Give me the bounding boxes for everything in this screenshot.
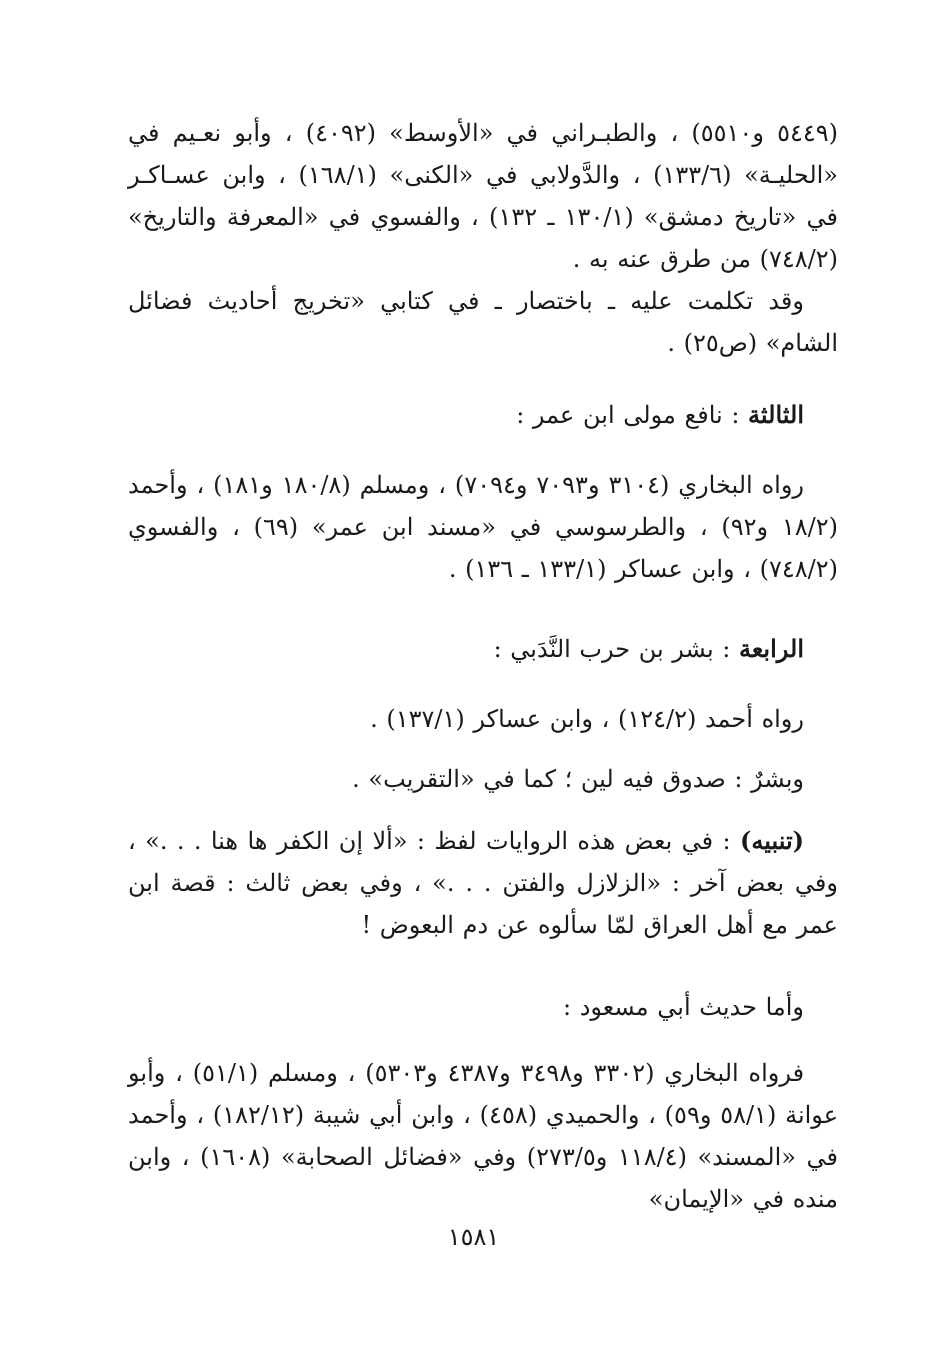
paragraph-narrator-grade: وبشرٌ : صدوق فيه لين ؛ كما في «التقريب» . (352, 765, 804, 793)
paragraph-third-heading (128, 394, 838, 436)
heading-third-text: : نافع مولى ابن عمر : (516, 401, 749, 429)
heading-fourth-text: : بشر بن حرب النَّدَبي : (493, 635, 739, 663)
paragraph-third-sources: رواه البخاري (٣١٠٤ و٧٠٩٣ و٧٠٩٤) ، ومسلم (١٨٠/٨ و١٨١) ، وأحمد (١٨/٢ و٩٢) ، والطرسوسي في «مسند ابن عمر» (٦٩) ، والفسوي (٧٤٨/٢) ، وابن عساكر (١٣٣/١ ـ ١٣٦) . (128, 471, 838, 583)
paragraph-fourth-sources: رواه أحمد (١٢٤/٢) ، وابن عساكر (١٣٧/١) . (370, 705, 804, 733)
paragraph-sources-intro: (٥٤٤٩ و٥٥١٠) ، والطبـراني في «الأوسط» (٤٠٩٢) ، وأبو نعـيم في «الحليـة» (١٣٣/٦) ، والدَّولابي في «الكنى» (١٦٨/١) ، وابن عسـاكـر في «تاريخ دمشق» (١٣٠/١ ـ ١٣٢) ، والفسوي في «المعرفة والتاريخ» (٧٤٨/٢) من طرق عنه به . (128, 119, 839, 273)
page-number: ١٥٨١ (447, 1223, 500, 1251)
heading-fourth: الرابعة (738, 634, 804, 663)
paragraph-note (128, 820, 838, 946)
note-text: : في بعض هذه الروايات لفظ : «ألا إن الكفر ها هنا . . .» ، وفي بعض آخر : «الزلازل والفتن . . .» ، وفي بعض ثالث : قصة ابن عمر مع أهل العراق لمّا سألوه عن دم البعوض ! (128, 827, 838, 939)
paragraph-abu-masud-sources: فرواه البخاري (٣٣٠٢ و٣٤٩٨ و٤٣٨٧ و٥٣٠٣) ، ومسلم (٥١/١) ، وأبو عوانة (٥٨/١ و٥٩) ، والحميدي (٤٥٨) ، وابن أبي شيبة (١٨٢/١٢) ، وأحمد في «المسند» (١١٨/٤ و٢٧٣/٥) وفي «فضائل الصحابة» (١٦٠٨) ، وابن منده في «الإيمان» (128, 1059, 839, 1213)
paragraph-author-note: وقد تكلمت عليه ـ باختصار ـ في كتابي «تخريج أحاديث فضائل الشام» (ص٢٥) . (128, 287, 838, 357)
heading-third: الثالثة (748, 400, 804, 429)
paragraph-fourth-heading (128, 628, 838, 670)
note-label: (تنبيه) (740, 826, 804, 855)
paragraph-abu-masud-heading: وأما حديث أبي مسعود : (563, 993, 804, 1021)
document-page (128, 100, 838, 1260)
